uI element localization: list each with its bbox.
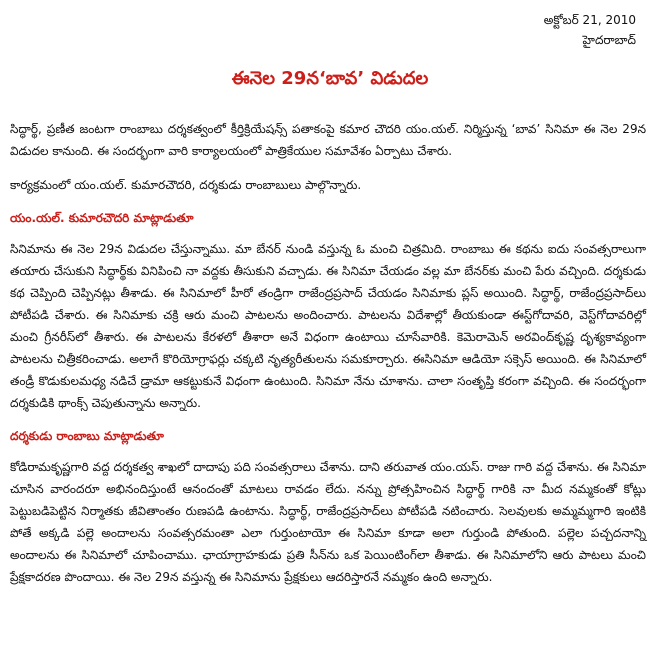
article-meta [544, 10, 636, 50]
intro-paragraph: సిద్ధార్థ్, ప్రణీత జంటగా రాంబాబు దర్శకత్వంలో కీర్తిక్రియేషన్స్ పతాకంపై కమార చౌదరి యం.యల్. నిర్మిస్తున్న ‘బావ’ సినిమా ఈ నెల 29న విడుదల కానుంది. ఈ సందర్భంగా వారి కార్యాలయంలో పాత్రికేయుల సమావేశం ఏర్పాటు చేశారు. [10, 122, 646, 158]
director-subheading: దర్శకుడు రాంబాబు మాట్లాడుతూ [10, 429, 164, 443]
watermark: ​ [182, 294, 218, 361]
article-title: ఈనెల 29న‘బావ’ విడుదల [231, 68, 429, 89]
producer-subheading: యం.యల్. కుమారచౌదరి మాట్లాడుతూ [10, 211, 194, 225]
producer-quote-paragraph: సినిమాను ఈ నెల 29న విడుదల చేస్తున్నాము. మా బేనర్ నుండి వస్తున్న ఓ మంచి చిత్రమిది. రాంబాబు ఈ కథను ఐదు సంవత్సరాలుగా తయారు చేసుకుని సిద్ధార్థ్‌కు వినిపించి నా వద్దకు తీసుకుని వచ్చాడు. ఈ సినిమా చేయడం వల్ల మా బేనర్‌కు మంచి పేరు వచ్చింది. దర్శకుడు కథ చెప్పింది చెప్పినట్లు తీశాడు. ఈ సినిమాలో హీరో తండ్రిగా రాజేంద్రప్రసాద్ చేయడం సినిమాకు ప్లస్ అయింది. సిద్ధార్థ్, రాజేంద్రప్రసాద్‌లు పోటీపడి చేశారు. ఈ సినిమాకు చక్రి ఆరు మంచి పాటలను అందించారు. పాటలను విదేశాల్లో తీయకుండా ఈస్ట్‌గోదావరి, వెస్ట్‌గోదావరిల్లో మంచి గ్రీనరీస్‌లో తీశారు. ఈ పాటలను కేరళలో తీశారా అనే విధంగా ఉంటాయి చూసేవారికి. కెమెరామెన్ అరవింద్‌కృష్ణ దృశ్యకావ్యంగా పాటలను చిత్రీకరించాడు. అలాగే కొరియోగ్రాఫర్లు చక్కటి నృత్యరీతులను సమకూర్చారు. ఈసినిమా ఆడియో సక్సెస్ అయింది. ఈ సినిమాలో తండ్రీ కొడుకులమధ్య నడిచే డ్రామా ఆకట్టుకునే విధంగా ఉంటుంది. సినిమా నేను చూశాను. చాలా సంతృప్తి కరంగా వచ్చింది. ఈ సందర్భంగా దర్శకుడికి థాంక్స్ చెపుతున్నాను అన్నారు. [10, 242, 646, 410]
article-city: హైదరాబాద్ [582, 33, 636, 47]
article-date: అక్టోబర్ 21, 2010 [543, 13, 636, 27]
article-body [10, 118, 646, 600]
attendees-paragraph: కార్యక్రమంలో యం.యల్. కుమారచౌదరి, దర్శకుడు రాంబాబులు పాల్గొన్నారు. [10, 178, 362, 192]
director-quote-paragraph: కోడిరామకృష్ణగారి వద్ద దర్శకత్వ శాఖలో దాదాపు పది సంవత్సరాలు చేశాను. దాని తరువాత యం.యస్. రాజు గారి వద్ద చేశాను. ఈ సినిమా చూసిన వారందరూ అభినందిస్తుంటే ఆనందంతో మాటలు రావడం లేదు. నన్ను ప్రోత్సహించిన సిద్ధార్థ్ గారికి నా మీద నమ్మకంతో కోట్లు పెట్టుబడిపెట్టిన నిర్మాతకు జీవితాంతం రుణపడి ఉంటాను. సిద్ధార్థ్, రాజేంద్రప్రసాద్‌లు పోటీపడి నటించారు. సెలవులకు అమ్మమ్మగారి ఇంటికి పోతే అక్కడి పల్లె అందాలను సంవత్సరమంతా ఎలా గుర్తుంటాయో ఈ సినిమా కూడా అలా గుర్తుండి పోతుంది. పల్లెల పచ్చదనాన్ని అందాలను ఈ సినిమాలో చూపించాము. ఛాయాగ్రాహకుడు ప్రతి సీన్‌ను ఒక పెయింటింగ్‌లా తీశాడు. ఈ సినిమాలోని ఆరు పాటలు మంచి ప్రేక్షకాదరణ పొందాయి. ఈ నెల 29న వస్తున్న ఈ సినిమాను ప్రేక్షకులు ఆదరిస్తారనే నమ్మకం ఉంది అన్నారు. [10, 460, 646, 584]
